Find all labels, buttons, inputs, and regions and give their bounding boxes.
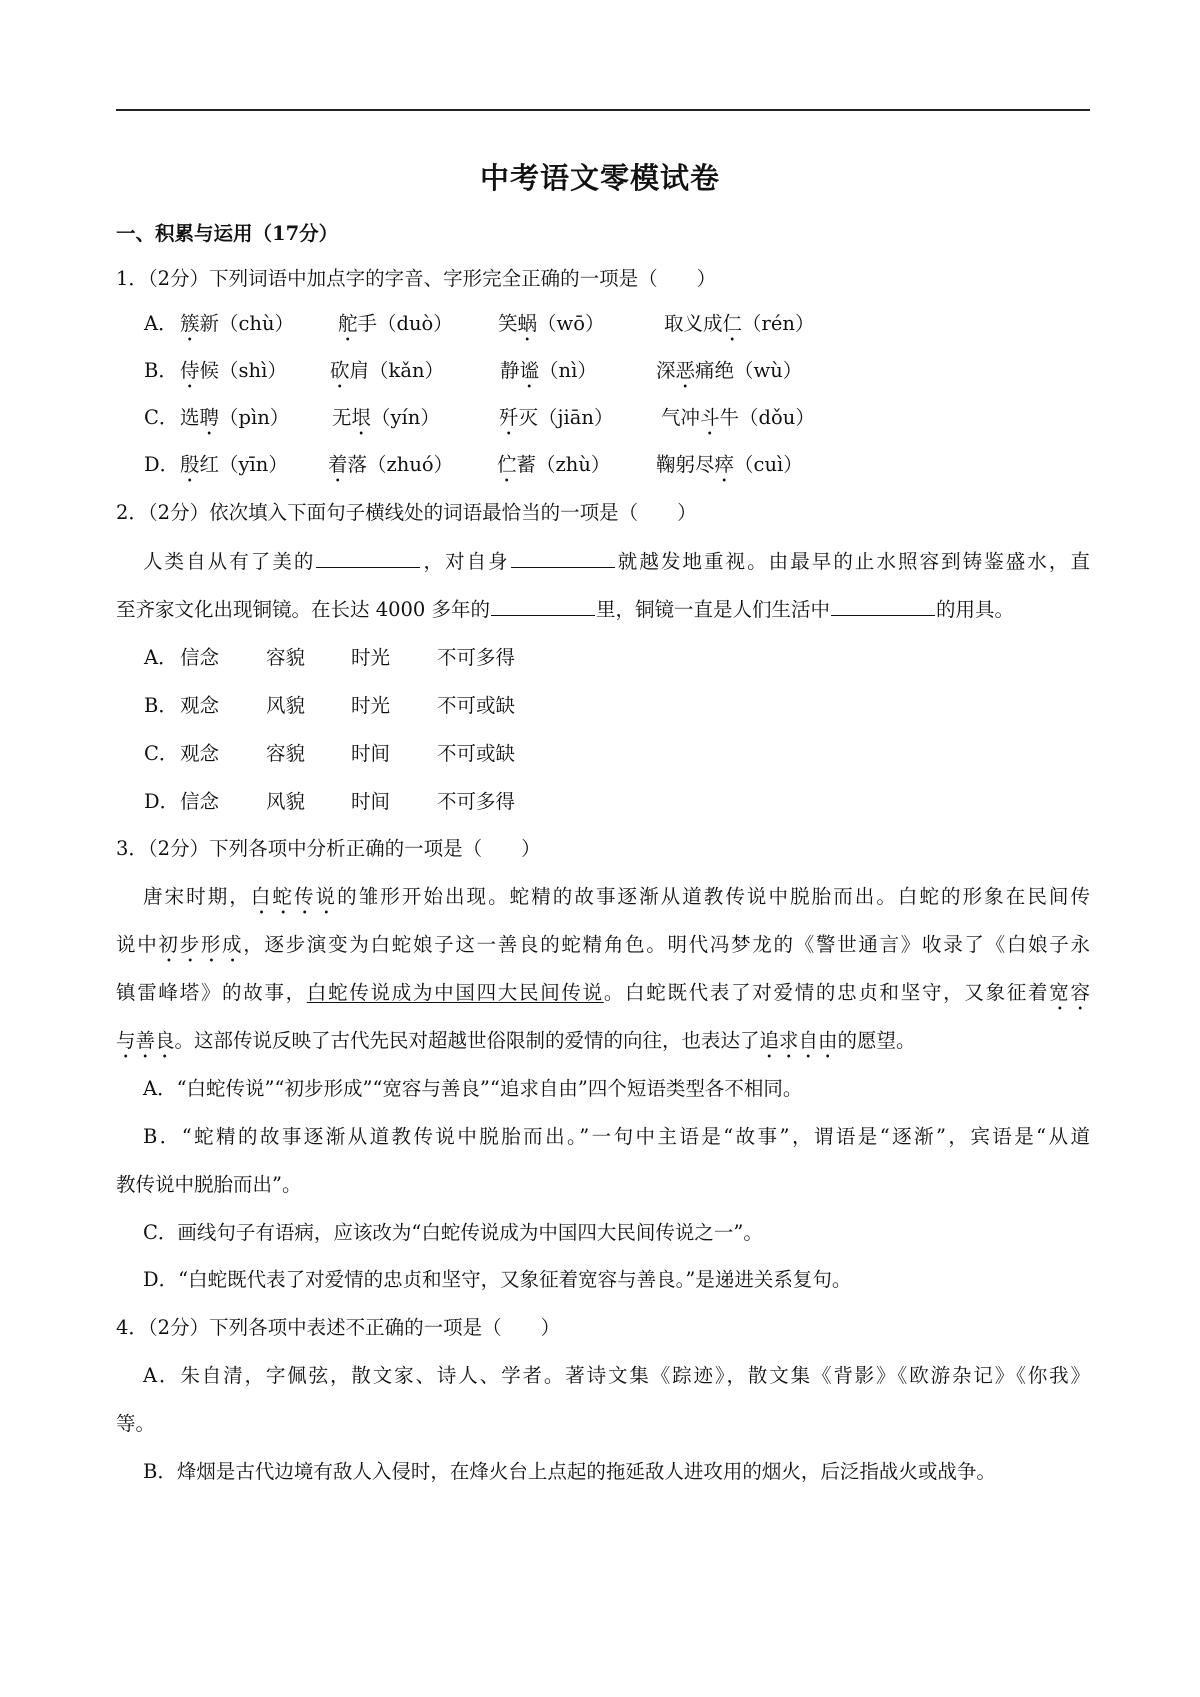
q1-c-word-3: 歼灭（jiān） (499, 406, 614, 429)
page-title: 中考语文零模试卷 (479, 161, 720, 195)
q1-a-word-2: 舵手（duò） (338, 312, 453, 335)
q1-d-word-3: 伫蓄（zhù） (497, 453, 611, 476)
q3-option-a: A．“白蛇传说”“初步形成”“宽容与善良”“追求自由”四个短语类型各不相同。 (143, 1077, 803, 1100)
q4-option-a-line-2: 等。 (116, 1412, 156, 1435)
q1-b-word-4: 深恶痛绝（wù） (656, 359, 803, 382)
q2-passage-line-1: 人类自从有了美的 ，对自身 就越发地重视。由最早的止水照容到铸鉴盛水，直 (143, 550, 1090, 573)
fill-blank (316, 549, 420, 568)
fill-blank (491, 597, 595, 616)
question-3-stem: 3．（2分）下列各项中分析正确的一项是（ ） (116, 837, 541, 860)
q1-d-word-1: 殷红（yīn） (180, 453, 288, 476)
q1-d-word-2: 着落（zhuó） (328, 453, 454, 476)
q4-option-a-line-1: A．朱自清，字佩弦，散文家、诗人、学者。著诗文集《踪迹》，散文集《背影》《欧游杂记》《你我》 (143, 1364, 1090, 1387)
underlined-sentence: 白蛇传说成为中国四大民间传说 (306, 981, 604, 1004)
q1-a-word-1: 簇新（chù） (180, 312, 295, 335)
question-4-stem: 4．（2分）下列各项中表述不正确的一项是（ ） (116, 1316, 561, 1339)
q3-passage-line-4: 与善良。这部传说反映了古代先民对超越世俗限制的爱情的向往，也表达了追求自由的愿望。 (116, 1029, 916, 1052)
q3-passage-line-1: 唐宋时期，白蛇传说的雏形开始出现。蛇精的故事逐渐从道教传说中脱胎而出。白蛇的形象在民间传 (143, 885, 1090, 908)
q1-a-word-4: 取义成仁（rén） (664, 312, 815, 335)
q3-option-c: C．画线句子有语病，应该改为“白蛇传说成为中国四大民间传说之一”。 (143, 1221, 763, 1244)
q1-b-word-1: 侍候（shì） (180, 359, 287, 382)
fill-blank (511, 549, 615, 568)
q1-d-word-4: 鞠躬尽瘁（cuì） (656, 453, 803, 476)
q3-option-d: D．“白蛇既代表了对爱情的忠贞和坚守，又象征着宽容与善良。”是递进关系复句。 (143, 1268, 852, 1291)
q1-a-word-3: 笑蜗（wō） (498, 312, 605, 335)
q3-option-b-line-2: 教传说中脱胎而出”。 (116, 1173, 302, 1196)
question-1-stem: 1．（2分）下列词语中加点字的字音、字形完全正确的一项是（ ） (116, 267, 717, 290)
q3-passage-line-2: 说中初步形成，逐步演变为白蛇娘子这一善良的蛇精角色。明代冯梦龙的《警世通言》收录了《白娘子永 (116, 933, 1090, 956)
section-heading: 一、积累与运用（17分） (116, 222, 339, 245)
q2-passage-line-2: 至齐家文化出现铜镜。在长达 4000 多年的 里，铜镜一直是人们生活中 的用具。 (116, 598, 1015, 621)
q1-c-word-2: 无垠（yín） (332, 406, 440, 429)
q1-c-word-1: 选聘（pìn） (180, 406, 290, 429)
header-rule (116, 109, 1090, 111)
question-2-stem: 2．（2分）依次填入下面句子横线处的词语最恰当的一项是（ ） (116, 501, 697, 524)
q1-c-word-4: 气冲斗牛（dǒu） (661, 406, 815, 429)
q4-option-b: B．烽烟是古代边境有敌人入侵时，在烽火台上点起的拖延敌人进攻用的烟火，后泛指战火或战争。 (143, 1460, 996, 1483)
q3-option-b-line-1: B．“蛇精的故事逐渐从道教传说中脱胎而出。”一句中主语是“故事”，谓语是“逐渐”，宾语是“从道 (143, 1125, 1090, 1148)
q3-passage-line-3: 镇雷峰塔》的故事，白蛇传说成为中国四大民间传说。白蛇既代表了对爱情的忠贞和坚守，又象征着宽容 (116, 981, 1090, 1004)
fill-blank (831, 597, 935, 616)
q1-b-word-2: 砍肩（kǎn） (330, 359, 445, 382)
q1-b-word-3: 静谧（nì） (500, 359, 597, 382)
